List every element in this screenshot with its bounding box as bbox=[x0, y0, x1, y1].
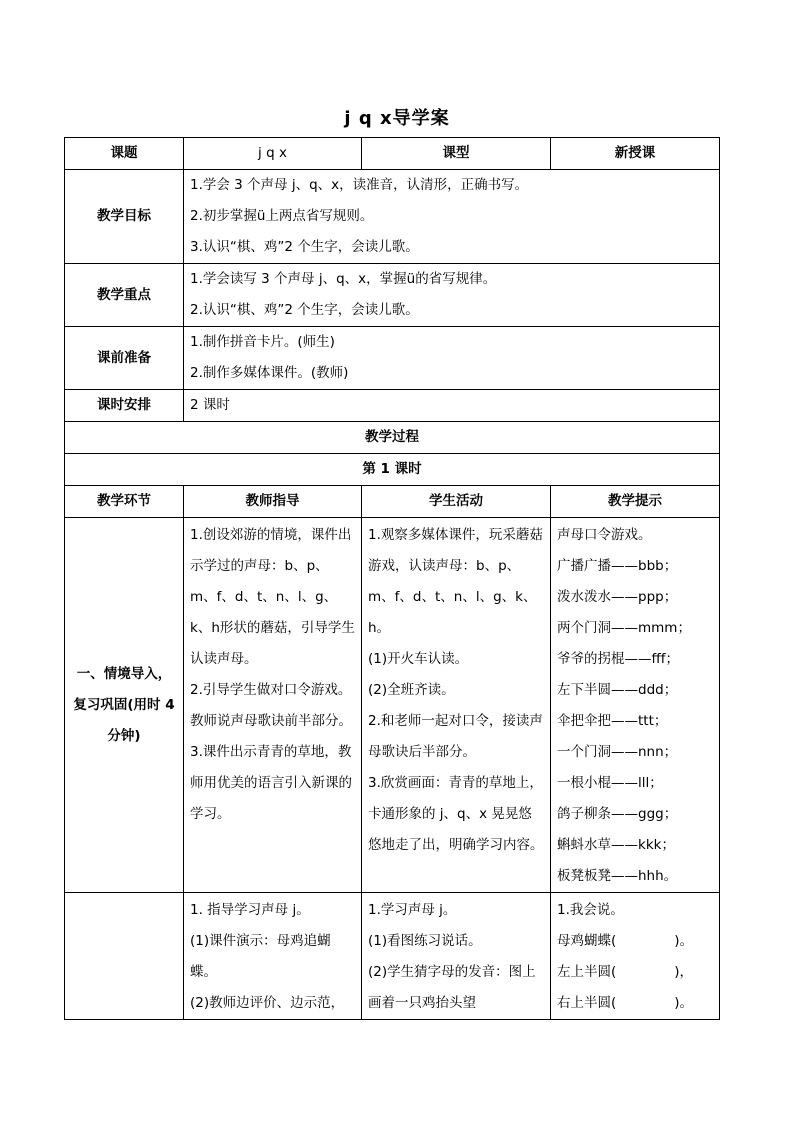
type-value: 新授课 bbox=[551, 138, 720, 170]
column-header: 教学提示 bbox=[551, 486, 720, 518]
tip-line: 泼水泼水——ppp； bbox=[557, 589, 678, 605]
info-row bbox=[65, 138, 720, 170]
tip-line: 爷爷的拐棍——fff； bbox=[557, 651, 680, 667]
column-header-row bbox=[65, 486, 720, 518]
tip-end: )。 bbox=[674, 995, 694, 1011]
tip-line: 板凳板凳——hhh。 bbox=[557, 868, 678, 884]
tip-line: 广播广播——bbb； bbox=[557, 558, 678, 574]
teacher-step: 1. 指导学习声母 j。 bbox=[190, 902, 310, 918]
tip-line: 伞把伞把——ttt； bbox=[557, 713, 668, 729]
section2-teacher bbox=[184, 893, 362, 1020]
topic-label: 课题 bbox=[65, 138, 184, 170]
column-header: 教师指导 bbox=[184, 486, 362, 518]
student-step: 1.学习声母 j。 bbox=[368, 902, 457, 918]
process-title: 教学过程 bbox=[65, 422, 720, 454]
student-step: (1)看图练习说话。 bbox=[368, 933, 482, 949]
goals-content bbox=[184, 170, 720, 264]
section2-student bbox=[362, 893, 551, 1020]
prep-label: 课前准备 bbox=[65, 327, 184, 390]
tip-line: 鸽子柳条——ggg； bbox=[557, 806, 678, 822]
tip-end: )， bbox=[674, 964, 694, 980]
column-header: 学生活动 bbox=[362, 486, 551, 518]
focus-row bbox=[65, 264, 720, 327]
tip-line bbox=[557, 895, 713, 926]
section1-tips bbox=[551, 518, 720, 893]
focus-item: 1.学会读写 3 个声母 j、q、x，掌握ü的省写规律。 bbox=[190, 271, 497, 287]
student-step: (2)全班齐读。 bbox=[368, 682, 455, 698]
focus-content bbox=[184, 264, 720, 327]
section2-tips bbox=[551, 893, 720, 1020]
tip-line: 声母口令游戏。 bbox=[557, 527, 652, 543]
tip-text: 母鸡蝴蝶( bbox=[557, 933, 617, 949]
goal-item: 3.认识“棋、鸡”2 个生字，会读儿歌。 bbox=[190, 239, 419, 255]
tip-text: 右上半圆( bbox=[557, 995, 617, 1011]
prep-row bbox=[65, 327, 720, 390]
student-step: (2)学生猜字母的发音：图上画着一只鸡抬头望 bbox=[368, 964, 536, 1011]
tip-line: 蝌蚪水草——kkk； bbox=[557, 837, 675, 853]
topic-value: j q x bbox=[184, 138, 362, 170]
type-label: 课型 bbox=[362, 138, 551, 170]
schedule-value: 2 课时 bbox=[184, 390, 720, 422]
lesson-plan-table bbox=[64, 137, 720, 1020]
teacher-step: 3.课件出示青青的草地，教师用优美的语言引入新课的学习。 bbox=[190, 744, 352, 822]
tip-line: 左下半圆——ddd； bbox=[557, 682, 678, 698]
schedule-label: 课时安排 bbox=[65, 390, 184, 422]
student-step: 3.欣赏画面：青青的草地上，卡通形象的 j、q、x 晃晃悠悠地走了出，明确学习内容。 bbox=[368, 775, 544, 853]
tip-line bbox=[557, 957, 713, 988]
column-header: 教学环节 bbox=[65, 486, 184, 518]
document-title: j q x导学案 bbox=[344, 108, 450, 129]
student-step: 2.和老师一起对口令，接读声母歌诀后半部分。 bbox=[368, 713, 543, 760]
tip-line: 两个门洞——mmm； bbox=[557, 620, 691, 636]
tip-line: 一根小棍——lll； bbox=[557, 775, 663, 791]
tip-line: 一个门洞——nnn； bbox=[557, 744, 678, 760]
section2-stage bbox=[65, 893, 184, 1020]
process-title-row bbox=[65, 422, 720, 454]
goal-item: 2.初步掌握ü上两点省写规则。 bbox=[190, 208, 374, 224]
goals-row bbox=[65, 170, 720, 264]
goal-item: 1.学会 3 个声母 j、q、x，读准音，认清形，正确书写。 bbox=[190, 177, 529, 193]
section1-row bbox=[65, 518, 720, 893]
student-step: (1)开火车认读。 bbox=[368, 651, 469, 667]
schedule-row bbox=[65, 390, 720, 422]
tip-text: 左上半圆( bbox=[557, 964, 617, 980]
prep-content bbox=[184, 327, 720, 390]
prep-item: 2.制作多媒体课件。(教师) bbox=[190, 365, 349, 381]
section1-teacher bbox=[184, 518, 362, 893]
teacher-step: 1.创设郊游的情境，课件出示学过的声母：b、p、m、f、d、t、n、l、g、k、h形状的蘑菇，引导学生认读声母。 bbox=[190, 527, 355, 667]
section1-student bbox=[362, 518, 551, 893]
lesson-title: 第 1 课时 bbox=[65, 454, 720, 486]
teacher-step: 2.引导学生做对口令游戏。教师说声母歌诀前半部分。 bbox=[190, 682, 352, 729]
teacher-step: (2)教师边评价、边示范， bbox=[190, 995, 345, 1011]
tip-text: 1.我会说。 bbox=[557, 902, 624, 918]
teacher-step: (1)课件演示：母鸡追蝴蝶。 bbox=[190, 933, 331, 980]
prep-item: 1.制作拼音卡片。(师生) bbox=[190, 334, 335, 350]
tip-end: )。 bbox=[674, 933, 694, 949]
section2-row bbox=[65, 893, 720, 1020]
focus-item: 2.认识“棋、鸡”2 个生字，会读儿歌。 bbox=[190, 302, 419, 318]
tip-line bbox=[557, 926, 713, 957]
student-step: 1.观察多媒体课件，玩采蘑菇 游戏，认读声母：b、p、m、f、d、t、n、l、g、k、h。 bbox=[368, 527, 543, 636]
tip-line bbox=[557, 988, 713, 1019]
lesson-title-row bbox=[65, 454, 720, 486]
focus-label: 教学重点 bbox=[65, 264, 184, 327]
section1-stage: 一、情境导入，复习巩固(用时 4 分钟) bbox=[65, 518, 184, 893]
goals-label: 教学目标 bbox=[65, 170, 184, 264]
